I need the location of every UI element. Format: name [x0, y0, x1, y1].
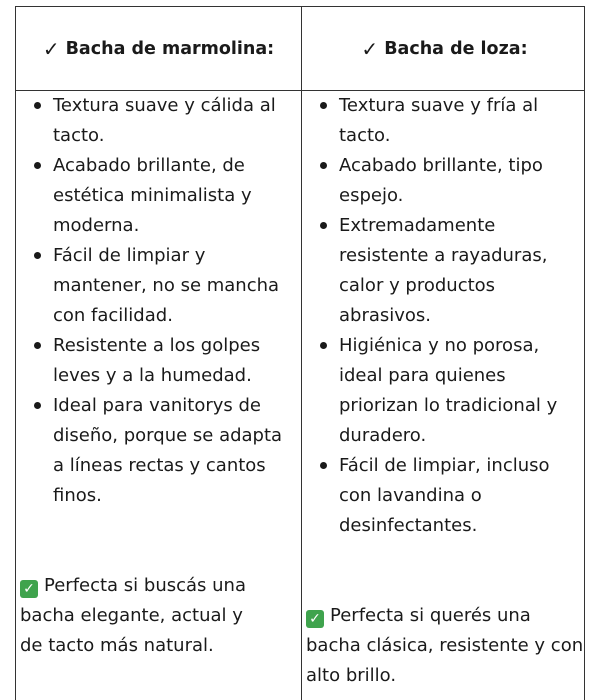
header-marmolina-label: Bacha de marmolina: — [65, 38, 275, 59]
header-loza — [302, 7, 587, 90]
list-item: Extremadamente resistente a rayaduras, calor y productos abrasivos. — [302, 211, 559, 331]
verdict-marmolina-text: Perfecta si buscás una bacha elegante, actual y de tacto más natural. — [20, 575, 246, 656]
list-item: Acabado brillante, tipo espejo. — [302, 151, 559, 211]
checkmark-icon: ✓ — [361, 36, 379, 61]
features-list-loza — [302, 91, 582, 541]
header-loza-label: Bacha de loza: — [384, 38, 528, 59]
comparison-table — [15, 6, 585, 700]
features-list-marmolina — [16, 91, 291, 511]
list-item: Textura suave y fría al tacto. — [302, 91, 559, 151]
list-item: Textura suave y cálida al tacto. — [16, 91, 283, 151]
check-box-icon: ✓ — [306, 610, 324, 628]
list-item: Higiénica y no porosa, ideal para quienes priorizan lo tradicional y duradero. — [302, 331, 579, 451]
verdict-marmolina — [20, 571, 270, 661]
verdict-loza — [306, 601, 584, 691]
verdict-loza-text: Perfecta si querés una bacha clásica, resistente y con alto brillo. — [306, 605, 584, 686]
list-item: Acabado brillante, de estética minimalista y moderna. — [16, 151, 283, 241]
list-item: Fácil de limpiar, incluso con lavandina o desinfectantes. — [302, 451, 559, 541]
list-item: Ideal para vanitorys de diseño, porque se adapta a líneas rectas y cantos finos. — [16, 391, 293, 511]
checkmark-icon: ✓ — [42, 36, 60, 61]
list-item: Resistente a los golpes leves y a la humedad. — [16, 331, 283, 391]
column-loza — [302, 91, 582, 541]
check-box-icon: ✓ — [20, 580, 38, 598]
header-marmolina — [16, 7, 301, 90]
column-marmolina — [16, 91, 291, 511]
list-item: Fácil de limpiar y mantener, no se mancha con facilidad. — [16, 241, 293, 331]
